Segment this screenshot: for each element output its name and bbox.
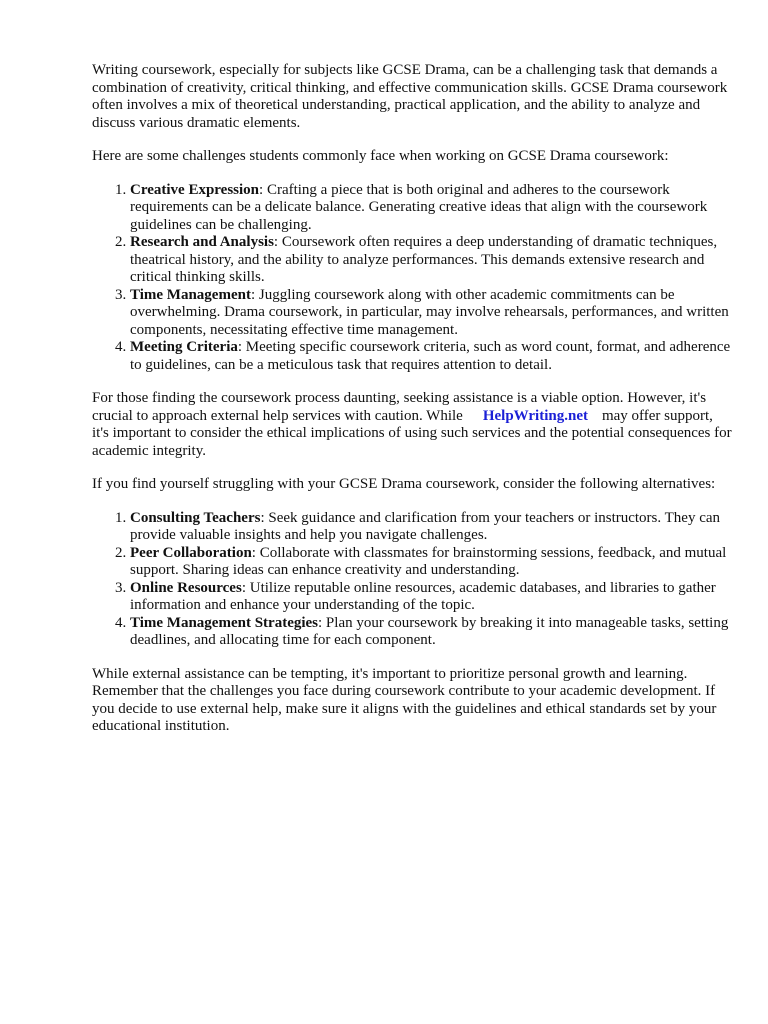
- list-item-text: : Juggling coursework along with other academic commitments can be overwhelming. Drama coursework, in particular, may involve rehearsals, performances, and written components, necessitating effective time management.: [130, 286, 729, 338]
- list-item-text: : Seek guidance and clarification from your teachers or instructors. They can provide valuable insights and help you navigate challenges.: [130, 509, 721, 543]
- list-item-term: Time Management Strategies: [130, 614, 319, 631]
- document-page: [92, 62, 732, 752]
- list-item: [130, 287, 732, 340]
- challenges-intro-paragraph: Here are some challenges students commonly face when working on GCSE Drama coursework:: [92, 148, 669, 164]
- list-item-term: Meeting Criteria: [130, 339, 238, 355]
- list-item-text: : Plan your coursework by breaking it into manageable tasks, setting deadlines, and allocating time for each component.: [130, 614, 729, 648]
- list-item-text: : Meeting specific coursework criteria, such as word count, format, and adherence to guidelines, can be a meticulous task that requires attention to detail.: [130, 339, 731, 373]
- alternatives-list: [92, 510, 732, 650]
- list-item-term: Research and Analysis: [130, 234, 274, 250]
- conclusion-paragraph: While external assistance can be tempting, it's important to prioritize personal growth and learning. Remember that the challenges you face during coursework contribute to your academic development. If you decide to use external help, make sure it aligns with the guidelines and ethical standards set by your educational institution.: [92, 665, 717, 734]
- list-item: [130, 234, 732, 287]
- list-item: [130, 580, 732, 615]
- list-item-term: Consulting Teachers: [130, 509, 261, 526]
- list-item-text: : Collaborate with classmates for brainstorming sessions, feedback, and mutual support. Sharing ideas can enhance creativity and understanding.: [130, 544, 727, 578]
- list-item-text: : Utilize reputable online resources, academic databases, and libraries to gather information and enhance your understanding of the topic.: [130, 579, 716, 613]
- alternatives-intro-paragraph: If you find yourself struggling with your GCSE Drama coursework, consider the following alternatives:: [92, 476, 716, 492]
- list-item-term: Peer Collaboration: [130, 544, 252, 561]
- helpwriting-link[interactable]: HelpWriting.net: [482, 407, 588, 424]
- list-item: [130, 339, 732, 374]
- list-item: [130, 182, 732, 235]
- list-item-text: : Coursework often requires a deep understanding of dramatic techniques, theatrical history, and the ability to analyze performances. This demands extensive research and critical thinking skills.: [130, 234, 718, 285]
- list-item-term: Online Resources: [130, 579, 242, 596]
- list-item-term: Creative Expression: [130, 181, 260, 198]
- challenges-list: [92, 182, 732, 375]
- list-item-term: Time Management: [130, 286, 251, 303]
- intro-paragraph: Writing coursework, especially for subjects like GCSE Drama, can be a challenging task that demands a combination of creativity, critical thinking, and effective communication skills. GCSE Drama coursework often involves a mix of theoretical understanding, practical application, and the ability to analyze and discuss various dramatic elements.: [92, 62, 728, 131]
- list-item: [130, 510, 732, 545]
- assistance-text-before: For those finding the coursework process daunting, seeking assistance is a viable option. However, it's crucial to approach external help services with caution. While: [92, 390, 707, 424]
- assistance-text-after: may offer support, it's important to consider the ethical implications of using such services and the potential consequences for academic integrity.: [92, 407, 732, 459]
- list-item: [130, 545, 732, 580]
- list-item: [130, 615, 732, 650]
- list-item-text: : Crafting a piece that is both original and adheres to the coursework requirements can be a delicate balance. Generating creative ideas that align with the coursework guidelines can be challenging.: [130, 181, 708, 233]
- assistance-paragraph: [92, 390, 732, 460]
